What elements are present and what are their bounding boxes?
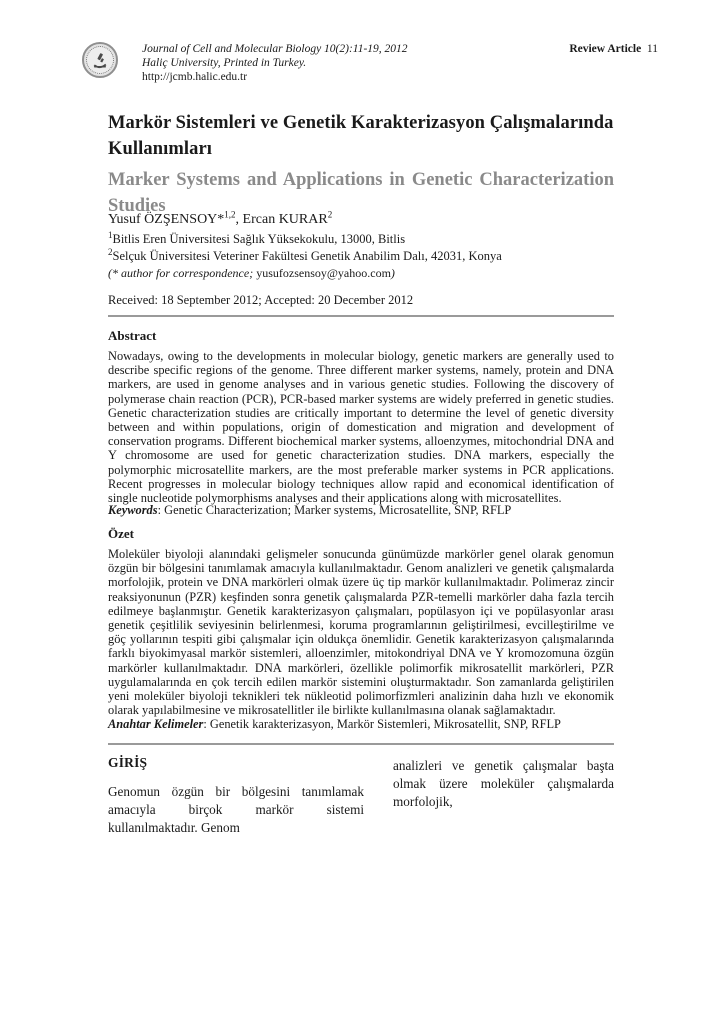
author-1-name: Yusuf ÖZŞENSOY*	[108, 212, 225, 227]
intro-right-text: analizleri ve genetik çalışmalar başta olmak üzere moleküler çalışmalarda morfolojik,	[393, 758, 614, 809]
author-2-affiliation-sup: 2	[327, 209, 333, 220]
journal-title-line: Journal of Cell and Molecular Biology 10(2):11-19, 2012	[142, 43, 408, 55]
affiliation-2-text: Selçuk Üniversitesi Veteriner Fakültesi Genetik Anabilim Dalı, 42031, Konya	[112, 248, 502, 263]
correspondence-prefix: (* author for correspondence;	[108, 266, 257, 280]
article-title-english: Marker Systems and Applications in Genetic Characterization Studies	[108, 170, 614, 216]
affiliation-2-sup: 2	[108, 246, 113, 257]
section-rule-bottom	[108, 743, 614, 745]
keywords-text: : Genetic Characterization; Marker systems, Microsatellite, SNP, RFLP	[157, 503, 512, 517]
intro-left-column	[108, 755, 364, 837]
affiliation-1-sup: 1	[108, 229, 113, 240]
author-separator: ,	[235, 212, 243, 227]
ozet-heading: Özet	[108, 526, 134, 541]
anahtar-kelimeler-label: Anahtar Kelimeler	[108, 717, 204, 731]
running-head-right	[569, 42, 658, 56]
correspondence-note	[108, 266, 614, 281]
author-1-affiliation-sup: 1,2	[224, 209, 236, 220]
anahtar-kelimeler-text: : Genetik karakterizasyon, Markör Sistemleri, Mikrosatellit, SNP, RFLP	[203, 717, 561, 731]
microscope-icon	[91, 51, 109, 69]
anahtar-kelimeler-line	[108, 717, 614, 732]
correspondence-suffix: )	[390, 266, 395, 280]
seal-inner-ring	[86, 46, 114, 74]
affiliation-1-text: Bitlis Eren Üniversitesi Sağlık Yüksekokulu, 13000, Bitlis	[112, 232, 406, 246]
affiliation-block	[108, 231, 614, 264]
section-rule-top	[108, 315, 614, 317]
keywords-line	[108, 503, 614, 518]
abstract-text: Nowadays, owing to the developments in molecular biology, genetic markers are generally used to describe specific regions of the genome. Three different marker systems, namely, protein and DNA markers, are used in genome analyses and in various genetic studies. Following the discovery of polymerase chain reaction (PCR), PCR-based marker systems are widely preferred in genetic studies. Genetic characterization studies are critically important to determine the level of genetic diversity between and within populations, origin of domestication and migration and development of conservation programs. Different biochemical marker systems, alloenzymes, mitochondrial DNA and Y chromosome are used for genetic characterization studies. DNA markers, especially the polymorphic microsatellite markers, are the most preferable marker systems in PCR applications. Recent progresses in molecular biology techniques allow rapid and economical identification of single nucleotide polymorphisms analyses and their applications along with microsatellites.	[108, 349, 614, 506]
journal-url: http://jcmb.halic.edu.tr	[142, 71, 248, 83]
received-accepted-line: Received: 18 September 2012; Accepted: 20 December 2012	[108, 293, 414, 307]
page-header	[82, 42, 658, 84]
intro-right-column	[393, 757, 614, 811]
journal-info-block	[142, 42, 408, 84]
affiliation-2	[108, 248, 614, 265]
intro-left-text: Genomun özgün bir bölgesini tanımlamak amacıyla birçok markör sistemi kullanılmaktadır. Genom	[108, 784, 364, 835]
affiliation-1	[108, 231, 614, 248]
university-seal-logo	[82, 42, 118, 78]
page-number: 11	[646, 43, 658, 55]
author-2-name: Ercan KURAR	[242, 212, 328, 227]
keywords-label: Keywords	[108, 503, 158, 517]
abstract-heading: Abstract	[108, 328, 157, 343]
article-type-label: Review Article	[569, 43, 642, 55]
giris-heading: GİRİŞ	[108, 755, 148, 770]
author-line	[108, 209, 614, 228]
ozet-text: Moleküler biyoloji alanındaki gelişmeler sonucunda günümüzde markörler genel olarak genomun özgün bir bölgesini tanımlamak amacıyla kullanılmaktadır. Genom analizleri ve genetik çalışmalarda morfolojik, protein ve DNA markörleri olmak üzere üç tip markör kullanılmaktadır. Polimeraz zincir reaksiyonunun (PZR) keşfinden sonra genetik çalışmalarda PZR-temelli markörler daha fazla tercih edilmeye başlanmıştır. Genetik karakterizasyon çalışmaları, popülasyon içi ve popülasyonlar arası genetik çeşitlilik seviyesinin belirlenmesi, koruma programlarının geliştirilmesi, evcilleştirilme ve göç yollarının tespiti gibi çalışmalar için oldukça önemlidir. Genetik karakterizasyon çalışmalarında farklı biyokimyasal markör sistemleri, alloenzimler, mitokondriyal DNA ve Y kromozomuna özgün markörler kullanılmaktadır. DNA markörleri, özellikle polimorfik mikrosatellit markörleri, PZR uygulamalarında en çok tercih edilen markör sistemini oluşturmaktadır. Son zamanlarda geliştirilen yeni moleküler biyoloji teknikleri tek nükleotid polimorfizmleri analizinin daha hızlı ve ekonomik olarak yapılabilmesine ve mikrosatellitler ile birlikte kullanılmasına olanak sağlamaktadır.	[108, 547, 614, 718]
publisher-line: Haliç University, Printed in Turkey.	[142, 57, 307, 69]
article-title-turkish: Markör Sistemleri ve Genetik Karakterizasyon Çalışmalarında Kullanımları	[108, 113, 614, 159]
correspondence-email: yusufozsensoy@yahoo.com	[256, 266, 391, 280]
